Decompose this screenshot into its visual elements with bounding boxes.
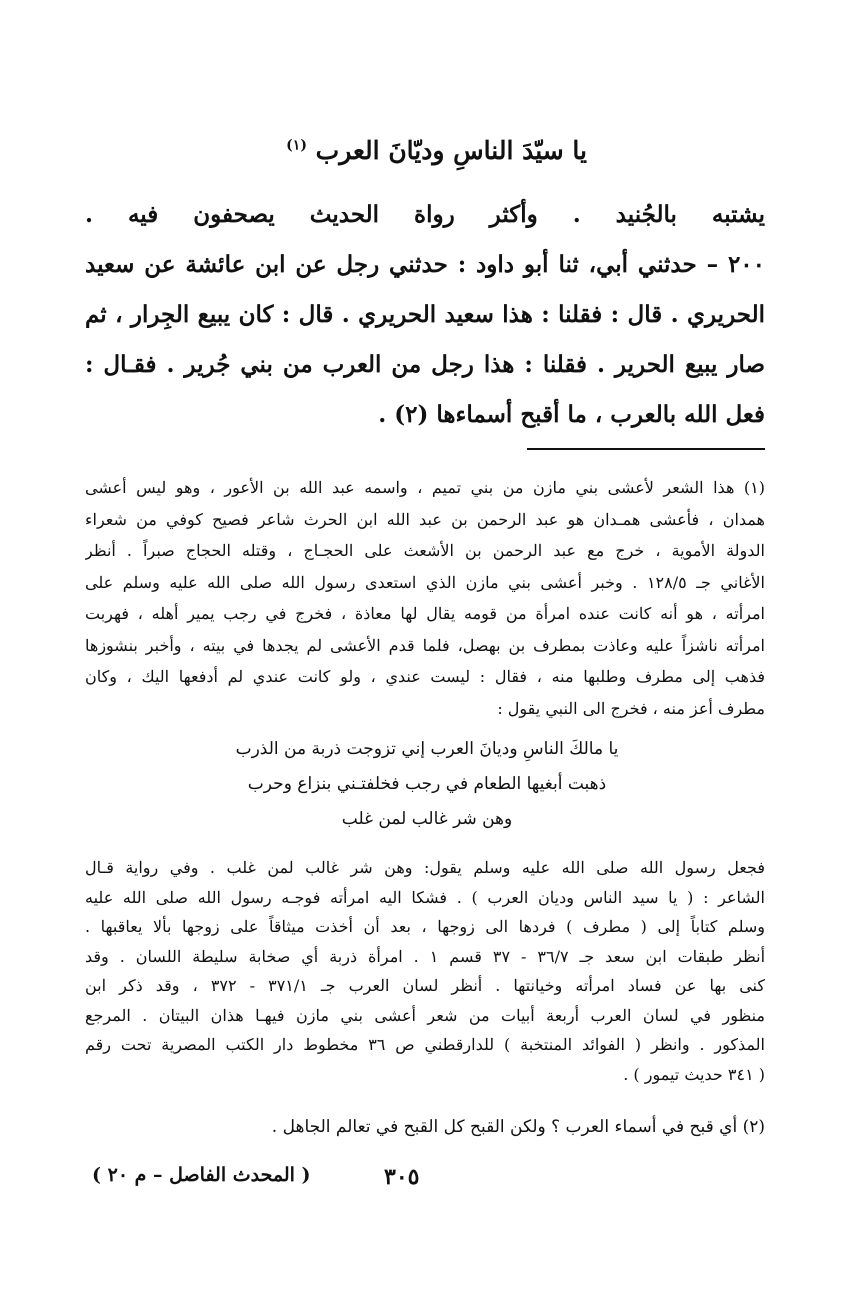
footnote-line: فجعل رسول الله صلى الله عليه وسلم يقول: وهن شر غالب لمن غلب . وفي رواية قـال xyxy=(85,858,765,877)
footnote-line: كنى بها عن فساد امرأته وخيانتها . أنظر لسان العرب جـ ٣٧١/١ - ٣٧٢ ، وقد ذكر ابن xyxy=(85,976,765,995)
footnote-line: المذكور . وانظر ( الفوائد المنتخبة ) للدارقطني ص ٣٦ مخطوط دار الكتب المصرية تحت رقم xyxy=(85,1035,765,1054)
footnote-line: مطرف أعز منه ، فخرج الى النبي يقول : xyxy=(497,698,765,718)
verse-line: يا مالكَ الناسِ وديانَ العرب إني تزوجت ذربة من الذرب xyxy=(235,739,619,759)
footnote-line: امرأته ، هو أنه كانت عنده امرأة من قومه يقال لها معاذة ، فخرج في رجب يمير أهله ، فهربت xyxy=(85,604,765,623)
footnote-line: ( ٣٤١ حديث تيمور ) . xyxy=(623,1064,765,1084)
verse-line: وهن شر غالب لمن غلب xyxy=(341,809,513,829)
footnote-line: (١) هذا الشعر لأعشى بني مازن من بني تميم ، واسمه عبد الله بن الأعور ، وهو ليس أعشى xyxy=(85,478,765,497)
heading-title: يا سيّدَ الناسِ وديّانَ العرب xyxy=(315,136,587,165)
footnote-line: امرأته ناشزاً عليه وعاذت بمطرف بن بهصل، فلما قدم الأعشى لم يجدها في بيته ، وأخبر بنشوزها xyxy=(85,635,765,655)
footnote-line: فذهب إلى مطرف وطلبها منه ، فقال : ليست عندي ، ولو كانت عندي لم أدفعها اليك ، وكان xyxy=(85,667,765,686)
footnote-line: وسلم كتاباً إلى ( مطرف ) فردها الى زوجها ، بعد أن أخذت ميثاقاً على زوجها بألا يعاقبها . xyxy=(85,917,765,936)
main-line: الحريري . قال : فقلنا : هذا سعيد الحريري . قال : كان يبيع الجِرار ، ثم xyxy=(85,301,765,328)
page-number: ٣٠٥ xyxy=(384,1164,420,1190)
main-line: صار يبيع الحرير . فقلنا : هذا رجل من العرب من بني جُرير . فقـال : xyxy=(85,351,765,378)
footnote-line: همدان ، فأعشى همـدان هو عبد الرحمن بن عبد الله ابن الحرث شاعر فصيح كوفي من شعراء xyxy=(85,509,765,529)
footnote-2: (٢) أي قبح في أسماء العرب ؟ ولكن القبح كل القبح في تعالم الجاهل . xyxy=(271,1117,765,1137)
main-text xyxy=(85,190,765,440)
footnote-separator xyxy=(527,448,765,450)
verse-line: ذهبت أبغيها الطعام في رجب فخلفتـني بنزاع وحرب xyxy=(247,774,607,794)
page-heading xyxy=(286,136,587,165)
main-line: فعل الله بالعرب ، ما أقبح أسماءها (٢) . xyxy=(378,401,765,428)
footnote-line: أنظر طبقات ابن سعد جـ ٣٦/٧ - ٣٧ قسم ١ . امرأة ذربة أي صخابة سليطة اللسان . وقد xyxy=(85,946,765,966)
footnote-line: الأغاني جـ ١٢٨/٥ . وخبر أعشى بني مازن الذي استعدى رسول الله صلى الله عليه وسلم على xyxy=(85,572,765,592)
footnote-line: الشاعر : ( يا سيد الناس وديان العرب ) . فشكا اليه امرأته فوجـه رسول الله صلى الله عليه xyxy=(85,887,765,907)
footnote-line: منظور في لسان العرب أربعة أبيات من شعر أعشى بني مازن فيهـا هذان البيتان . المرجع xyxy=(85,1005,765,1025)
heading-footnote-mark: (١) xyxy=(286,137,307,154)
footnote-1 xyxy=(85,472,765,724)
poem-verses xyxy=(187,732,667,837)
footnote-line: الدولة الأموية ، خرج مع عبد الرحمن بن الأشعث على الحجـاج ، وقتله الحجاج صبراً . أنظر xyxy=(85,541,765,560)
footnote-1-continued xyxy=(85,853,765,1089)
book-signature: ( المحدث الفاصل – م ٢٠ ) xyxy=(92,1164,311,1186)
main-line: يشتبه بالجُنيد . وأكثر رواة الحديث يصحفون فيه . xyxy=(85,201,765,228)
main-line: ٢٠٠ – حدثني أبي، ثنا أبو داود : حدثني رجل عن ابن عائشة عن سعيد xyxy=(85,251,765,278)
